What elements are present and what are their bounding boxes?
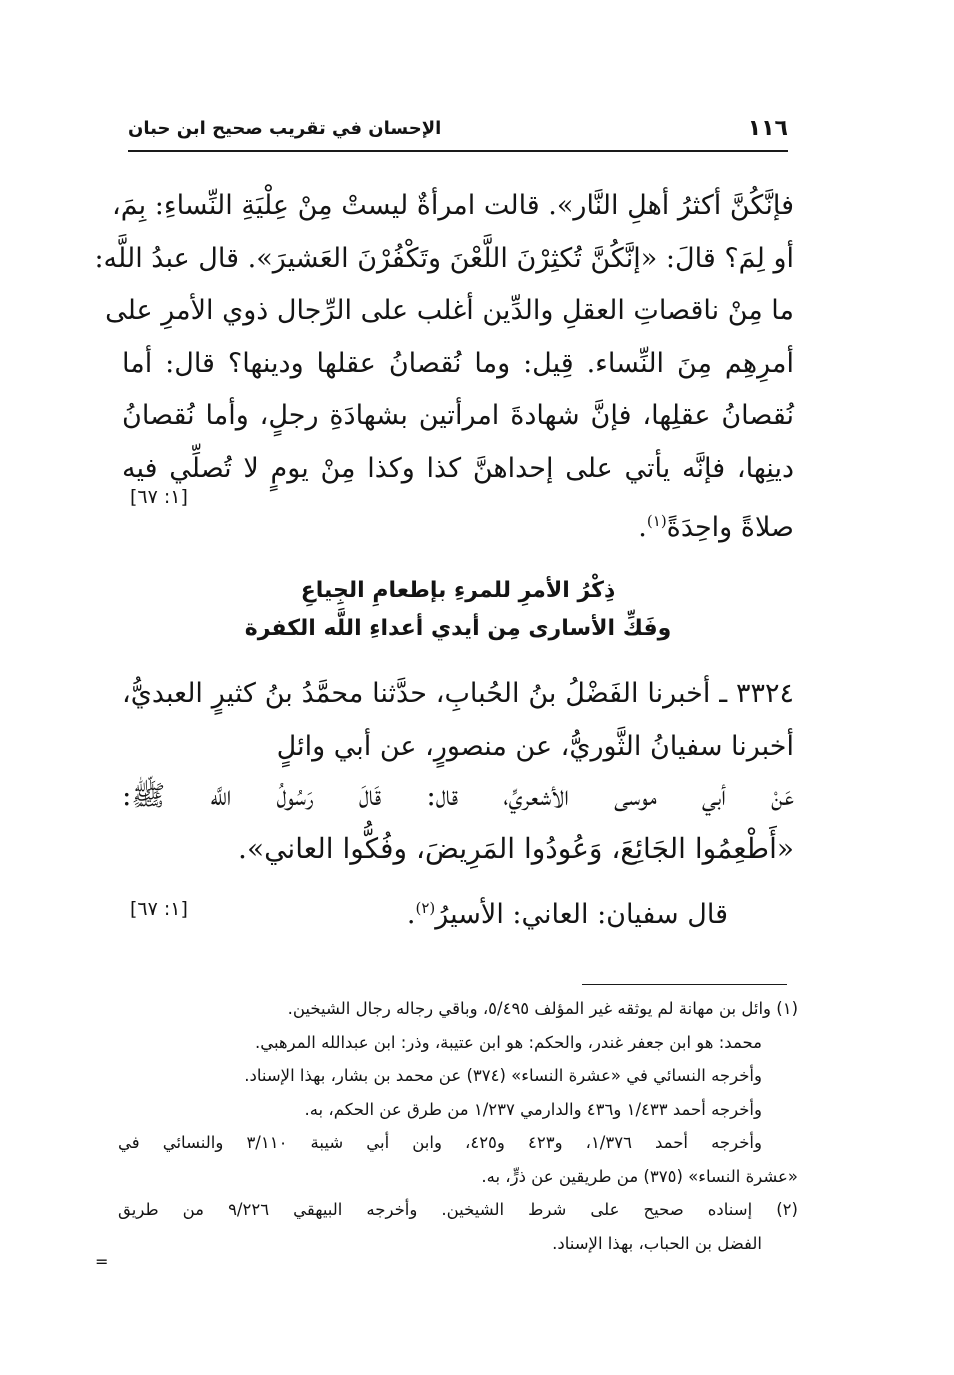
footnote-line: «عشرة النساء» (٣٧٥) من طريقين عن ذرٍّ، به. bbox=[481, 1166, 798, 1186]
hadith-matn bbox=[122, 770, 794, 875]
last-line-text: صلاةً واحِدَةً bbox=[666, 512, 794, 543]
footnote-line: (٢) إسناده صحيح على شرط الشيخين. وأخرجه البيهقي ٩/٢٢٦ من طريق bbox=[118, 1200, 798, 1219]
sufyan-comment bbox=[122, 882, 794, 942]
footnote-separator bbox=[582, 984, 787, 985]
page-header bbox=[128, 110, 788, 152]
matn-line: عَنْ أبي موسى الأشعريِّ، قال: قَالَ رَسُولُ اللَّه ﷺ: bbox=[122, 779, 794, 812]
footnote-line: (١) وائل بن مهانة لم يوثقه غير المؤلف ٥/٤٩٥، وباقي رجاله رجال الشيخين. bbox=[287, 999, 798, 1018]
footnote-line: وأخرجه النسائي في «عشرة النساء» (٣٧٤) عن محمد بن بشار، بهذا الإسناد. bbox=[244, 1066, 762, 1085]
running-title: الإحسان في تقريب صحيح ابن حبان bbox=[128, 118, 442, 139]
text-line: أو لِمَ؟ قالَ: «إنَّكُنَّ تُكثِرْنَ اللَّعْنَ وتَكْفُرْنَ العَشيرَ». قال عبدُ اللَّه: bbox=[94, 242, 794, 274]
sufyan-text: قال سفيان: العاني: الأسيرُ bbox=[435, 899, 728, 930]
hadith-isnad bbox=[122, 668, 794, 773]
footnote-marker: (٢) bbox=[415, 899, 436, 917]
chapter-heading-line-1: ذِكْرُ الأمرِ للمرءِ بإطعامِ الجِياعِ bbox=[300, 578, 616, 603]
footnote-line: وأخرجه أحمد ١/٤٣٣ و٤٣٦ والدارمي ١/٢٣٧ من طرق عن الحكم، به. bbox=[304, 1099, 762, 1119]
text-line: أمرِهِم مِنَ النِّساء. قِيل: وما نُقصانُ عقلها ودينها؟ قال: أما bbox=[122, 347, 794, 379]
footnote-line: الفضل بن الحباب، بهذا الإسناد. bbox=[552, 1233, 762, 1253]
isnad-line: ٣٣٢٤ ـ أخبرنا الفَضْلُ بنُ الحُبابِ، حدَّثنا محمَّدُ بنُ كثيرٍ العبديُّ، bbox=[122, 678, 794, 709]
footnote-line: محمد: هو ابن جعفر غندر، والحكم: هو ابن عتيبة، وذر: ابن عبدالله المرهبي. bbox=[254, 1032, 762, 1052]
sufyan-line bbox=[122, 882, 794, 942]
hadith-reference: [١: ٦٧] bbox=[130, 898, 188, 920]
page-number: ١١٦ bbox=[747, 116, 788, 141]
text-line-last bbox=[122, 495, 794, 555]
text-line: فإنَّكُنَّ أكثرُ أهلِ النَّار». قالت امرأةٌ ليستْ مِنْ عِلْيَةِ النِّساءِ: بِمَ، bbox=[112, 190, 794, 221]
end-period: . bbox=[638, 512, 647, 543]
hadith-continuation bbox=[94, 180, 794, 555]
chapter-heading bbox=[122, 572, 794, 648]
end-period: . bbox=[406, 899, 416, 930]
footnote-marker: (١) bbox=[646, 512, 667, 530]
footnote-line: وأخرجه أحمد ١/٣٧٦، و٤٢٣ و٤٢٥، وابن أبي شيبة ٣/١١٠ والنسائي في bbox=[118, 1133, 762, 1152]
isnad-line: أخبرنا سفيانُ الثَّوريُّ، عن منصورٍ، عن أبي وائلٍ bbox=[276, 730, 794, 762]
continuation-mark: = bbox=[95, 1252, 109, 1271]
chapter-heading-line-2: وفَكِّ الأسارى مِن أيدي أعداءِ اللَّه الكفرة bbox=[244, 616, 672, 641]
matn-line: «أَطْعِمُوا الجَائِعَ، وَعُودُوا المَرِيضَ، وفُكُّوا العاني». bbox=[238, 831, 794, 865]
footnotes bbox=[118, 992, 798, 1260]
hadith-reference: [١: ٦٧] bbox=[130, 486, 188, 508]
text-line: نُقصانُ عقلِها، فإنَّ شهادةَ امرأتين بشهادَةِ رجلٍ، وأما نُقصانُ bbox=[122, 400, 794, 431]
text-line: دينِها، فإنَّه يأتي على إحداهنَّ كذا وكذا مِنْ يومٍ لا تُصلِّي فيه bbox=[122, 452, 794, 484]
text-line: ما مِنْ ناقصاتِ العقلِ والدِّين أغلب على الرِّجال ذوي الأمرِ على bbox=[105, 295, 794, 326]
